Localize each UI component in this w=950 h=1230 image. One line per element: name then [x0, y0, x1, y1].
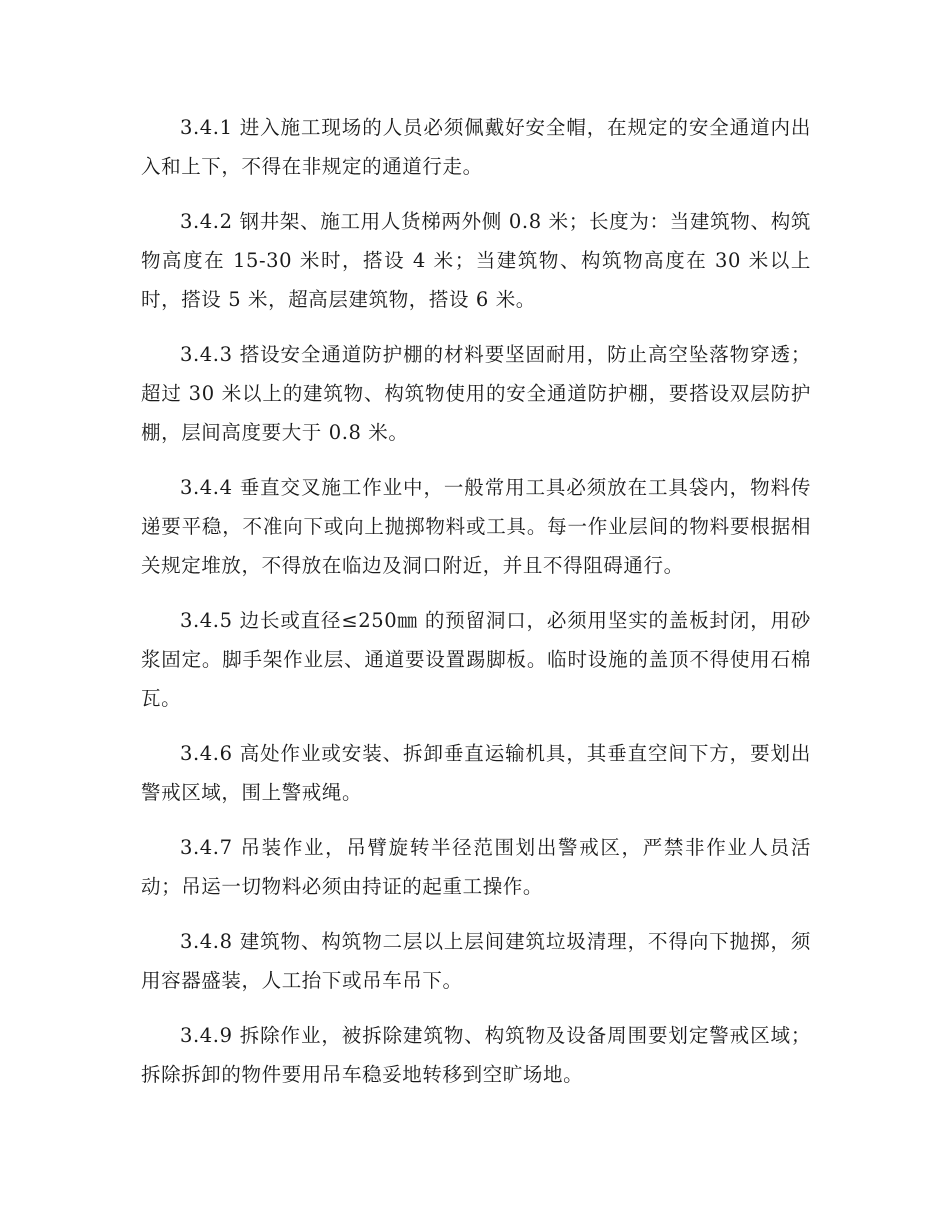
- paragraph-3-4-8: 3.4.8 建筑物、构筑物二层以上层间建筑垃圾清理，不得向下抛掷，须用容器盛装，人工抬下或吊车吊下。: [141, 930, 811, 992]
- paragraph-3-4-7: 3.4.7 吊装作业，吊臂旋转半径范围划出警戒区，严禁非作业人员活动；吊运一切物料必须由持证的起重工操作。: [141, 836, 811, 898]
- paragraph-3-4-5: 3.4.5 边长或直径≤250㎜ 的预留洞口，必须用坚实的盖板封闭，用砂浆固定。脚手架作业层、通道要设置踢脚板。临时设施的盖顶不得使用石棉瓦。: [141, 609, 811, 710]
- paragraph-3-4-2: 3.4.2 钢井架、施工用人货梯两外侧 0.8 米；长度为：当建筑物、构筑物高度在 15-30 米时，搭设 4 米；当建筑物、构筑物高度在 30 米以上时，搭设 5 米，超高层建筑物，搭设 6 米。: [141, 210, 811, 311]
- paragraph-3-4-1: 3.4.1 进入施工现场的人员必须佩戴好安全帽，在规定的安全通道内出入和上下，不得在非规定的通道行走。: [141, 116, 811, 178]
- document-page: [141, 108, 811, 1110]
- paragraph-3-4-9: 3.4.9 拆除作业，被拆除建筑物、构筑物及设备周围要划定警戒区域；拆除拆卸的物件要用吊车稳妥地转移到空旷场地。: [141, 1024, 811, 1086]
- paragraph-3-4-6: 3.4.6 高处作业或安装、拆卸垂直运输机具，其垂直空间下方，要划出警戒区域，围上警戒绳。: [141, 742, 811, 804]
- paragraph-3-4-3: 3.4.3 搭设安全通道防护棚的材料要坚固耐用，防止高空坠落物穿透；超过 30 米以上的建筑物、构筑物使用的安全通道防护棚，要搭设双层防护棚，层间高度要大于 0.8 米。: [141, 343, 811, 444]
- paragraph-3-4-4: 3.4.4 垂直交叉施工作业中，一般常用工具必须放在工具袋内，物料传递要平稳，不准向下或向上抛掷物料或工具。每一作业层间的物料要根据相关规定堆放，不得放在临边及洞口附近，并且不得阻碍通行。: [141, 476, 811, 577]
